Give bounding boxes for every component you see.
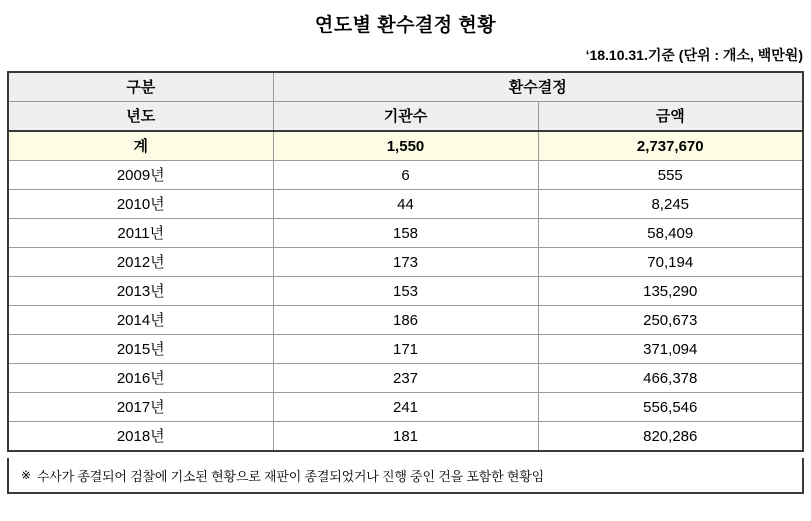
row-year: 2009년 <box>8 161 273 190</box>
row-year: 2015년 <box>8 335 273 364</box>
table-row <box>8 364 803 393</box>
row-year: 2017년 <box>8 393 273 422</box>
row-amount: 555 <box>538 161 803 190</box>
table-row <box>8 277 803 306</box>
row-year: 2012년 <box>8 248 273 277</box>
row-year: 2011년 <box>8 219 273 248</box>
page-title: 연도별 환수결정 현황 <box>314 15 497 36</box>
row-year: 2016년 <box>8 364 273 393</box>
header-institution-count: 기관수 <box>273 102 538 132</box>
row-amount: 556,546 <box>538 393 803 422</box>
table-row <box>8 219 803 248</box>
header-recovery-decision: 환수결정 <box>273 72 803 102</box>
row-count: 237 <box>273 364 538 393</box>
header-division: 구분 <box>8 72 273 102</box>
row-count: 6 <box>273 161 538 190</box>
table-row <box>8 335 803 364</box>
row-year: 2014년 <box>8 306 273 335</box>
row-amount: 820,286 <box>538 422 803 452</box>
row-count: 181 <box>273 422 538 452</box>
row-amount: 70,194 <box>538 248 803 277</box>
table-row <box>8 306 803 335</box>
row-count: 173 <box>273 248 538 277</box>
table-row <box>8 393 803 422</box>
table-head <box>8 72 803 131</box>
footnote <box>7 458 804 494</box>
row-year: 2010년 <box>8 190 273 219</box>
row-count: 44 <box>273 190 538 219</box>
header-amount: 금액 <box>538 102 803 132</box>
table-row <box>8 422 803 452</box>
total-amount: 2,737,670 <box>538 131 803 161</box>
table-row <box>8 190 803 219</box>
table-row <box>8 248 803 277</box>
row-count: 171 <box>273 335 538 364</box>
table-header-row-1 <box>8 72 803 102</box>
table-row <box>8 161 803 190</box>
asterisk-icon: ※ <box>21 468 31 482</box>
row-year: 2018년 <box>8 422 273 452</box>
total-label: 계 <box>8 131 273 161</box>
row-count: 158 <box>273 219 538 248</box>
table-header-row-2 <box>8 102 803 132</box>
row-count: 153 <box>273 277 538 306</box>
total-count: 1,550 <box>273 131 538 161</box>
unit-note: ‘18.10.31.기준 (단위 : 개소, 백만원) <box>585 47 803 63</box>
recovery-decision-table <box>7 71 804 452</box>
row-amount: 250,673 <box>538 306 803 335</box>
header-year: 년도 <box>8 102 273 132</box>
row-amount: 8,245 <box>538 190 803 219</box>
table-body <box>8 131 803 451</box>
row-count: 241 <box>273 393 538 422</box>
footnote-text: 수사가 종결되어 검찰에 기소된 현황으로 재판이 종결되었거나 진행 중인 건을 포함한 현황임 <box>36 468 544 484</box>
row-amount: 135,290 <box>538 277 803 306</box>
row-count: 186 <box>273 306 538 335</box>
table-row-total <box>8 131 803 161</box>
footnote-wrapper <box>7 458 804 494</box>
row-amount: 58,409 <box>538 219 803 248</box>
row-amount: 466,378 <box>538 364 803 393</box>
row-year: 2013년 <box>8 277 273 306</box>
row-amount: 371,094 <box>538 335 803 364</box>
